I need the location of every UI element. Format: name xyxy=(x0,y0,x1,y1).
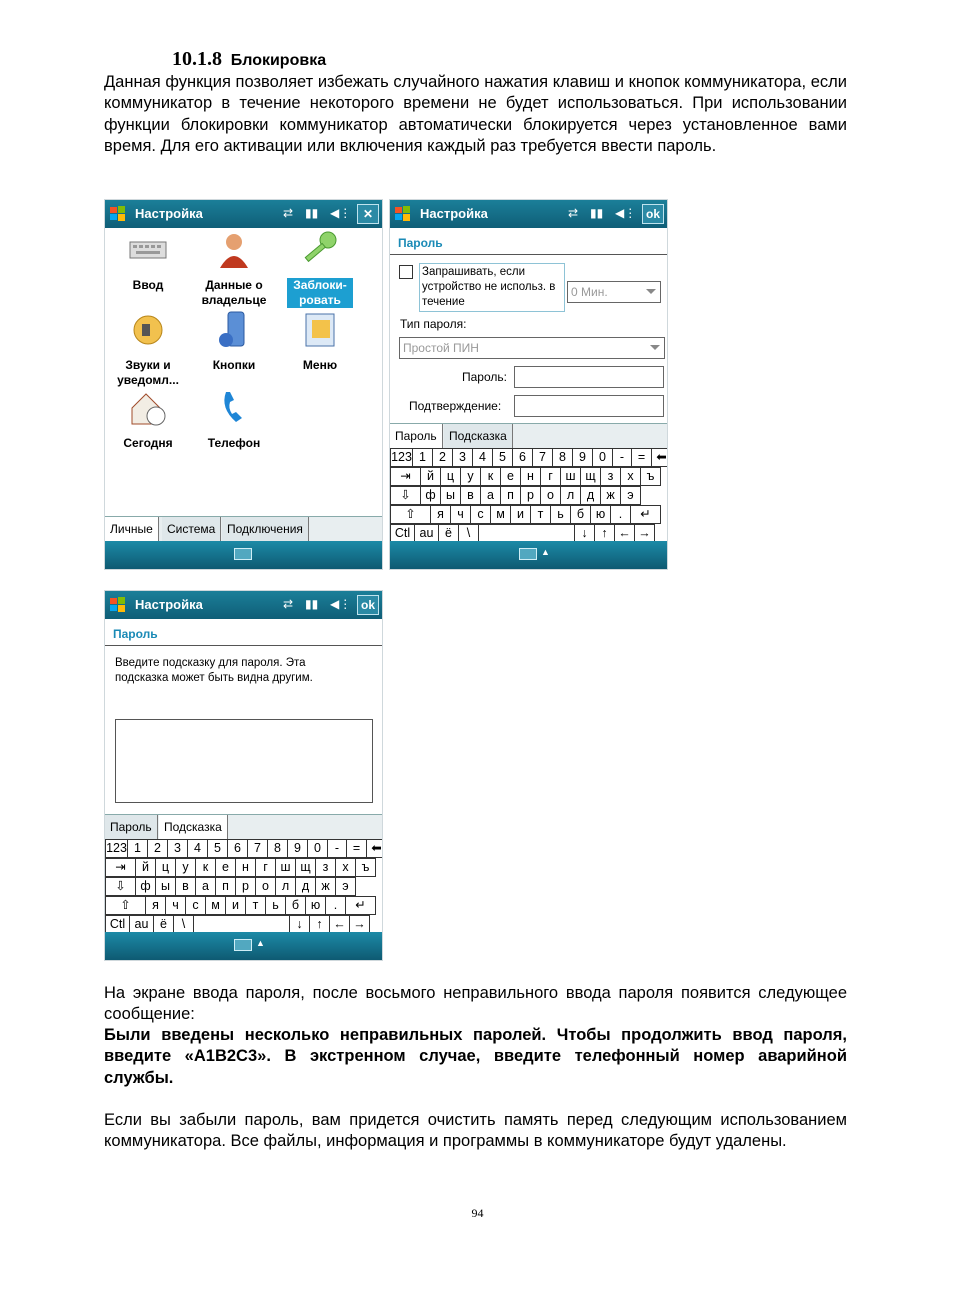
keyboard-key[interactable]: → xyxy=(634,524,655,543)
settings-screen xyxy=(104,199,383,570)
keyboard-key[interactable]: ю xyxy=(590,505,611,524)
keyboard-key[interactable]: au xyxy=(129,915,154,934)
windows-logo-icon[interactable] xyxy=(394,205,412,223)
keyboard-key[interactable]: з xyxy=(600,467,621,486)
keyboard-key[interactable]: л xyxy=(275,877,296,896)
keyboard-key[interactable]: п xyxy=(215,877,236,896)
keyboard-key[interactable]: ы xyxy=(155,877,176,896)
volume-icon[interactable]: ◀⋮ xyxy=(330,206,352,220)
warning-message: Были введены несколько неправильных паролей. Чтобы продолжить ввод пароля, введите «A1B2C3». В экстренном случае, введите телефонный номер аварийной службы. xyxy=(104,1026,847,1087)
keyboard-key[interactable]: ↓ xyxy=(289,915,310,934)
item-label: Ввод xyxy=(132,278,164,292)
tab-strip xyxy=(105,516,382,541)
keyboard-key[interactable]: д xyxy=(295,877,316,896)
forgot-password-paragraph: Если вы забыли пароль, вам придется очистить память перед следующим использованием коммуникатора. Все файлы, информация и программы в коммуникаторе будут удалены. xyxy=(104,1111,847,1151)
password-label: Пароль: xyxy=(462,370,507,384)
keyboard-key[interactable]: м xyxy=(205,896,226,915)
password-prompt-checkbox[interactable] xyxy=(399,265,413,279)
keyboard-key[interactable]: ъ xyxy=(640,467,661,486)
keyboard-key[interactable]: с xyxy=(185,896,206,915)
tab-hint[interactable]: Подсказка xyxy=(444,424,513,449)
section-header: Пароль xyxy=(113,627,158,641)
bottom-bar xyxy=(105,541,382,569)
keyboard-key[interactable]: ш xyxy=(560,467,581,486)
keyboard-key[interactable]: 1 xyxy=(412,448,433,467)
item-label: Данные о владельце xyxy=(201,278,267,307)
buttons-icon xyxy=(214,310,254,350)
keyboard-key[interactable]: 9 xyxy=(572,448,593,467)
item-label: Звуки и уведомл... xyxy=(117,358,179,387)
keyboard-key[interactable]: \ xyxy=(173,915,194,934)
chevron-up-icon[interactable]: ▲ xyxy=(256,938,265,948)
keyboard-key[interactable]: щ xyxy=(580,467,601,486)
keyboard-key[interactable]: ч xyxy=(450,505,471,524)
keyboard-key[interactable]: ⇥ xyxy=(105,858,136,877)
keyboard-key[interactable]: ⇧ xyxy=(105,896,146,915)
keyboard-key[interactable]: 6 xyxy=(227,839,248,858)
keyboard-key[interactable]: 123 xyxy=(390,448,413,467)
password-screen xyxy=(389,199,668,570)
item-label: Меню xyxy=(302,358,338,372)
keyboard-key[interactable]: 8 xyxy=(267,839,288,858)
settings-item-sounds[interactable] xyxy=(105,310,191,388)
settings-item-menu[interactable] xyxy=(277,310,363,373)
keyboard-key[interactable]: ↓ xyxy=(574,524,595,543)
keyboard-key[interactable]: 1 xyxy=(127,839,148,858)
keyboard-key[interactable]: ц xyxy=(155,858,176,877)
keyboard-key[interactable]: ё xyxy=(153,915,174,934)
tab-strip xyxy=(390,423,667,448)
password-input[interactable] xyxy=(514,366,664,388)
checkbox-label: Запрашивать, если устройство не использ. в течение xyxy=(419,263,565,312)
today-icon xyxy=(128,388,168,428)
keyboard-key[interactable]: - xyxy=(612,448,632,467)
keyboard-key[interactable]: о xyxy=(540,486,561,505)
password-type-label: Тип пароля: xyxy=(400,317,467,331)
keyboard-key[interactable]: ъ xyxy=(355,858,376,877)
keyboard-row xyxy=(105,896,383,915)
keyboard-key[interactable]: й xyxy=(420,467,441,486)
owner-icon xyxy=(214,230,254,270)
minutes-value: 0 Мин. xyxy=(571,285,608,299)
keyboard-key[interactable]: ↑ xyxy=(594,524,615,543)
keyboard-key[interactable]: 3 xyxy=(167,839,188,858)
settings-item-phone[interactable] xyxy=(191,388,277,451)
window-title: Настройка xyxy=(135,206,203,221)
keyboard-key[interactable]: ж xyxy=(600,486,621,505)
confirm-input[interactable] xyxy=(514,395,664,417)
keyboard-key[interactable]: и xyxy=(225,896,246,915)
keyboard-key[interactable]: в xyxy=(175,877,196,896)
keyboard-key[interactable]: ш xyxy=(275,858,296,877)
keyboard-key[interactable]: н xyxy=(235,858,256,877)
section-heading xyxy=(172,48,326,71)
close-button[interactable]: ✕ xyxy=(357,204,379,224)
keyboard-key[interactable]: 8 xyxy=(552,448,573,467)
keyboard-key[interactable]: б xyxy=(570,505,591,524)
signal-icon[interactable]: ▮▮ xyxy=(590,206,604,220)
settings-item-owner[interactable] xyxy=(191,230,277,308)
volume-icon[interactable]: ◀⋮ xyxy=(615,206,637,220)
keyboard-key[interactable]: Ctl xyxy=(105,915,130,934)
keyboard-key[interactable]: 5 xyxy=(207,839,228,858)
tab-strip xyxy=(105,814,382,839)
bottom-bar xyxy=(105,932,382,960)
keyboard-key[interactable]: ⬅ xyxy=(366,839,383,858)
keyboard-key[interactable]: м xyxy=(490,505,511,524)
menu-icon xyxy=(300,310,340,350)
keyboard-row xyxy=(390,486,668,505)
keyboard-key[interactable]: 4 xyxy=(472,448,493,467)
keyboard-key[interactable]: е xyxy=(500,467,521,486)
keyboard-key[interactable]: 7 xyxy=(247,839,268,858)
keyboard-toggle-icon[interactable] xyxy=(519,548,537,560)
keyboard-key[interactable]: п xyxy=(500,486,521,505)
keyboard-row xyxy=(390,448,668,467)
keyboard-row xyxy=(105,877,383,896)
bottom-bar xyxy=(390,541,667,569)
ok-button[interactable]: ok xyxy=(357,595,379,615)
tab-system[interactable]: Система xyxy=(162,517,221,542)
keyboard-key[interactable]: х xyxy=(335,858,356,877)
chevron-up-icon[interactable]: ▲ xyxy=(541,547,550,557)
keyboard-key[interactable]: - xyxy=(327,839,347,858)
keyboard-key[interactable]: я xyxy=(430,505,451,524)
section-title: Блокировка xyxy=(230,52,327,69)
keyboard-key[interactable]: 5 xyxy=(492,448,513,467)
keyboard-key[interactable]: д xyxy=(580,486,601,505)
keyboard-key[interactable]: н xyxy=(520,467,541,486)
keyboard-key[interactable]: ↵ xyxy=(345,896,376,915)
keyboard-key[interactable]: з xyxy=(315,858,336,877)
keyboard-key[interactable]: 0 xyxy=(307,839,328,858)
section-header: Пароль xyxy=(398,236,443,250)
hint-textarea[interactable] xyxy=(115,719,373,803)
item-label: Заблоки-ровать xyxy=(287,278,353,308)
keyboard-key[interactable]: ь xyxy=(550,505,571,524)
keyboard-key[interactable]: э xyxy=(620,486,641,505)
keyboard-key[interactable]: 2 xyxy=(147,839,168,858)
keyboard-key[interactable]: = xyxy=(346,839,367,858)
connectivity-icon[interactable]: ⇄ xyxy=(568,206,579,220)
keyboard-key[interactable]: у xyxy=(460,467,481,486)
keyboard-key[interactable]: я xyxy=(145,896,166,915)
keyboard-key[interactable]: ⇧ xyxy=(390,505,431,524)
keyboard-key[interactable]: г xyxy=(255,858,276,877)
settings-item-lock[interactable] xyxy=(277,230,363,308)
key-icon xyxy=(300,230,340,270)
title-bar xyxy=(105,591,382,619)
settings-item-today[interactable] xyxy=(105,388,191,451)
item-label: Сегодня xyxy=(123,436,173,450)
keyboard-key[interactable]: ↵ xyxy=(630,505,661,524)
keyboard-key[interactable]: р xyxy=(235,877,256,896)
settings-item-buttons[interactable] xyxy=(191,310,277,373)
page-number: 94 xyxy=(471,1206,484,1220)
keyboard-key[interactable]: и xyxy=(510,505,531,524)
keyboard-key[interactable]: х xyxy=(620,467,641,486)
keyboard-key[interactable]: ц xyxy=(440,467,461,486)
signal-icon[interactable]: ▮▮ xyxy=(305,206,319,220)
keyboard-key[interactable]: а xyxy=(480,486,501,505)
keyboard-key[interactable]: 9 xyxy=(287,839,308,858)
keyboard-key[interactable]: в xyxy=(460,486,481,505)
keyboard-key[interactable]: о xyxy=(255,877,276,896)
keyboard-key[interactable]: ⇥ xyxy=(390,467,421,486)
sound-icon xyxy=(128,310,168,350)
password-type-dropdown[interactable] xyxy=(399,337,665,359)
confirm-label: Подтверждение: xyxy=(409,399,502,413)
keyboard-key[interactable]: ж xyxy=(315,877,336,896)
connectivity-icon[interactable]: ⇄ xyxy=(283,597,294,611)
tab-connections[interactable]: Подключения xyxy=(222,517,309,542)
keyboard-key[interactable]: с xyxy=(470,505,491,524)
keyboard-key[interactable]: 4 xyxy=(187,839,208,858)
keyboard-toggle-icon[interactable] xyxy=(234,548,252,560)
keyboard-row xyxy=(105,858,383,877)
divider xyxy=(390,254,667,255)
keyboard-key[interactable]: т xyxy=(530,505,551,524)
phone-icon xyxy=(214,388,254,428)
keyboard-key[interactable]: . xyxy=(325,896,346,915)
keyboard-key[interactable]: к xyxy=(480,467,501,486)
keyboard-row xyxy=(390,505,668,524)
keyboard-key[interactable]: au xyxy=(414,524,439,543)
keyboard-key[interactable]: ⬅ xyxy=(651,448,668,467)
settings-item-input[interactable] xyxy=(105,230,191,293)
keyboard-key[interactable]: б xyxy=(285,896,306,915)
keyboard-key[interactable]: 3 xyxy=(452,448,473,467)
keyboard-key[interactable]: у xyxy=(175,858,196,877)
keyboard-key[interactable]: ё xyxy=(438,524,459,543)
keyboard-key[interactable]: ф xyxy=(420,486,441,505)
keyboard-key[interactable]: \ xyxy=(458,524,479,543)
intro-paragraph: Данная функция позволяет избежать случайного нажатия клавиш и кнопок коммуникатора, если коммуникатор в течение некоторого времени не будет использоваться. При использовании функции блокировки коммуникатор автоматически блокируется через установленное вами время. Для его активации или включения каждый раз требуется ввести пароль. xyxy=(104,73,847,155)
connectivity-icon[interactable]: ⇄ xyxy=(283,206,294,220)
keyboard-key[interactable]: ← xyxy=(614,524,635,543)
ok-button[interactable]: ok xyxy=(642,204,664,224)
keyboard-row xyxy=(390,467,668,486)
windows-logo-icon[interactable] xyxy=(109,596,127,614)
hint-screen xyxy=(104,590,383,961)
minutes-dropdown[interactable] xyxy=(567,281,661,303)
keyboard-key[interactable]: к xyxy=(195,858,216,877)
keyboard-key[interactable]: щ xyxy=(295,858,316,877)
keyboard-key[interactable]: = xyxy=(631,448,652,467)
keyboard-key[interactable]: ф xyxy=(135,877,156,896)
divider xyxy=(105,645,382,646)
tab-password[interactable]: Пароль xyxy=(105,815,158,840)
keyboard-key[interactable]: Ctl xyxy=(390,524,415,543)
keyboard-key[interactable]: 123 xyxy=(105,839,128,858)
chevron-down-icon xyxy=(646,289,656,294)
title-bar xyxy=(105,200,382,228)
keyboard-key[interactable]: ⇩ xyxy=(105,877,136,896)
keyboard-key[interactable]: 2 xyxy=(432,448,453,467)
title-bar xyxy=(390,200,667,228)
keyboard-key[interactable]: г xyxy=(540,467,561,486)
keyboard-key[interactable]: э xyxy=(335,877,356,896)
windows-logo-icon[interactable] xyxy=(109,205,127,223)
keyboard-icon xyxy=(128,230,168,270)
keyboard-key[interactable]: ↑ xyxy=(309,915,330,934)
keyboard-key[interactable]: 6 xyxy=(512,448,533,467)
keyboard-key[interactable]: ← xyxy=(329,915,350,934)
tab-personal[interactable]: Личные xyxy=(105,517,159,542)
window-title: Настройка xyxy=(135,597,203,612)
keyboard-key[interactable]: 0 xyxy=(592,448,613,467)
keyboard-key[interactable]: р xyxy=(520,486,541,505)
section-number: 10.1.8 xyxy=(172,48,222,70)
item-label: Кнопки xyxy=(212,358,256,372)
keyboard-key[interactable]: → xyxy=(349,915,370,934)
after-screens-paragraph: На экране ввода пароля, после восьмого неправильного ввода пароля появится следующее сообщение: xyxy=(104,984,847,1024)
keyboard-key[interactable]: . xyxy=(610,505,631,524)
chevron-down-icon xyxy=(650,345,660,350)
keyboard-key[interactable]: й xyxy=(135,858,156,877)
password-type-value: Простой ПИН xyxy=(403,341,479,355)
keyboard-key[interactable]: а xyxy=(195,877,216,896)
keyboard-key[interactable]: ь xyxy=(265,896,286,915)
keyboard-row xyxy=(105,839,383,858)
tab-hint[interactable]: Подсказка xyxy=(159,815,228,840)
keyboard-key[interactable]: т xyxy=(245,896,266,915)
window-title: Настройка xyxy=(420,206,488,221)
hint-instructions: Введите подсказку для пароля. Эта подсказка может быть видна другим. xyxy=(115,657,313,684)
signal-icon[interactable]: ▮▮ xyxy=(305,597,319,611)
keyboard-key[interactable]: ч xyxy=(165,896,186,915)
keyboard-key[interactable]: ⇩ xyxy=(390,486,421,505)
keyboard-key[interactable]: 7 xyxy=(532,448,553,467)
keyboard-key[interactable]: е xyxy=(215,858,236,877)
keyboard-toggle-icon[interactable] xyxy=(234,939,252,951)
item-label: Телефон xyxy=(207,436,261,450)
keyboard-key[interactable]: л xyxy=(560,486,581,505)
keyboard-key[interactable]: ы xyxy=(440,486,461,505)
tab-password[interactable]: Пароль xyxy=(390,424,443,449)
volume-icon[interactable]: ◀⋮ xyxy=(330,597,352,611)
keyboard-key[interactable]: ю xyxy=(305,896,326,915)
